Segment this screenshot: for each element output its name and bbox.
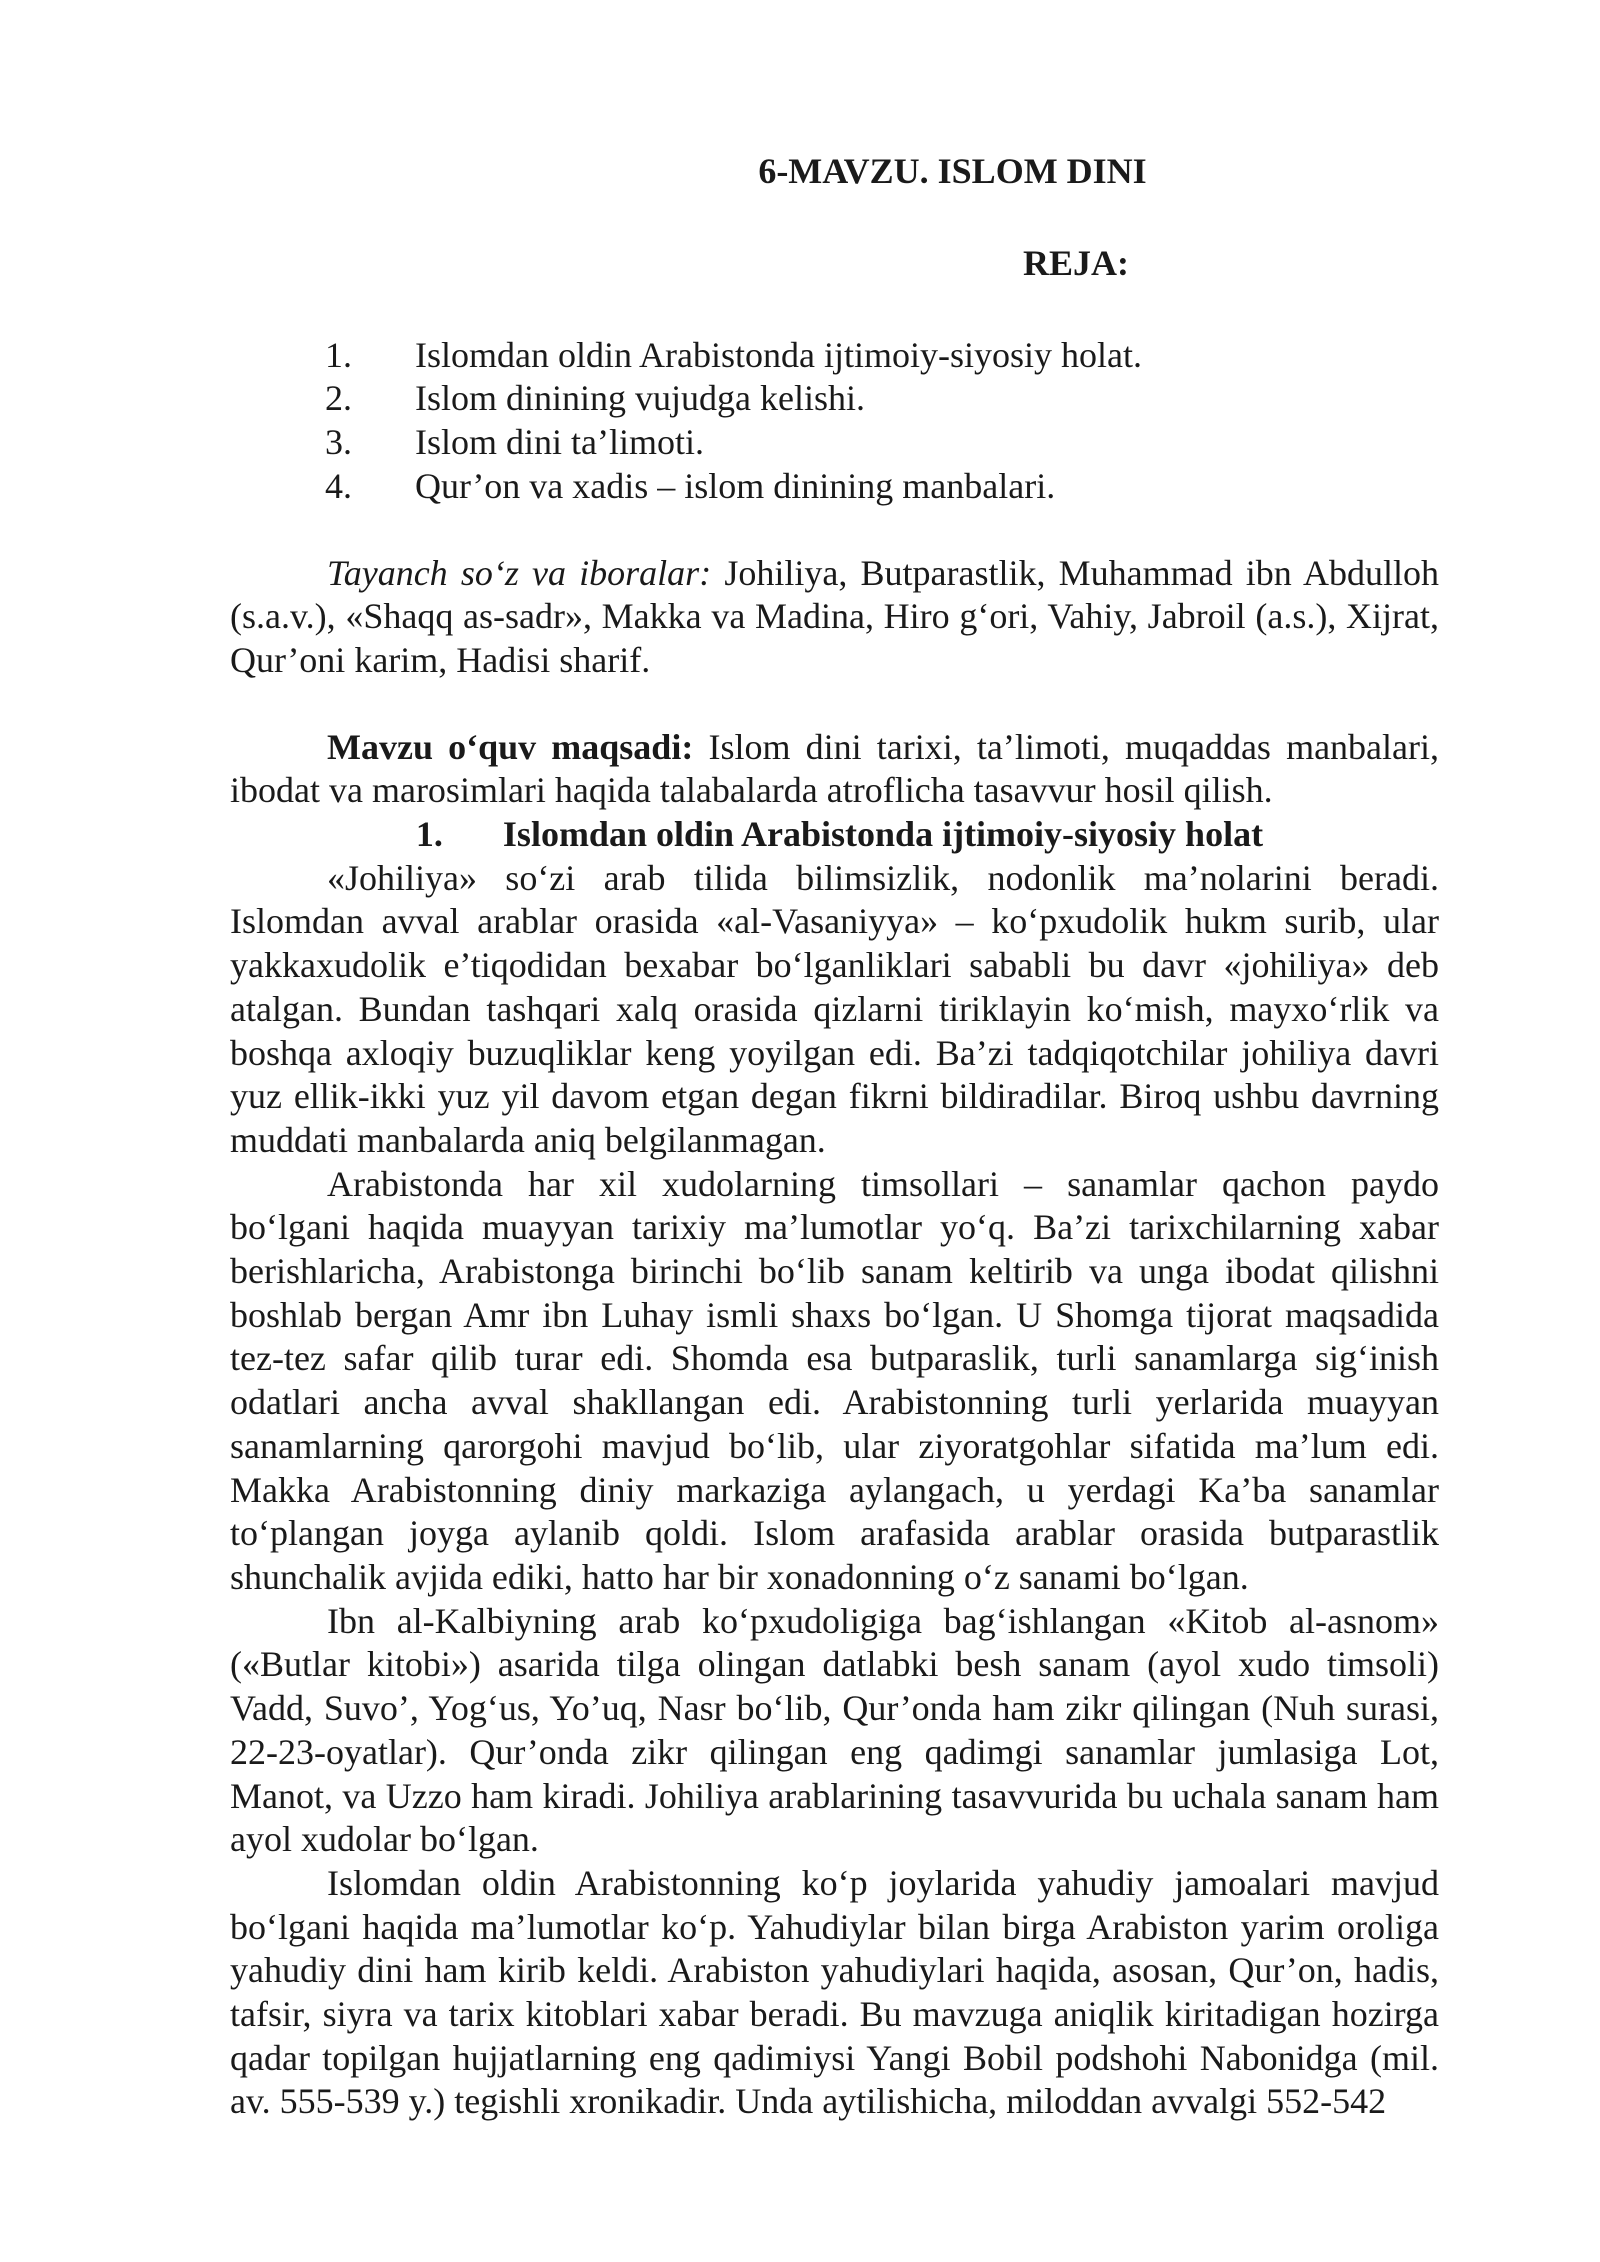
plan-item: [230, 421, 1439, 465]
plan-item-number: 1.: [325, 334, 352, 375]
plan-item: [230, 465, 1439, 509]
goal-text: Islom dini tarixi, ta’limoti, muqaddas manbalari, ibodat va marosimlari haqida talabalarda atroflicha tasavvur hosil qilish.: [230, 726, 1440, 811]
plan-item-number: 4.: [325, 465, 352, 506]
body-paragraph: «Johiliya» so‘zi arab tilida bilimsizlik, nodonlik ma’nolarini beradi. Islomdan avval arablar orasida «al-Vasaniyya» – ko‘pxudolik hukm surib, ular yakkaxudolik e’tiqodidan bexabar bo‘lganliklari sababli bu davr «johiliya» deb atalgan. Bundan tashqari xalq orasida qizlarni tiriklayin ko‘mish, mayxo‘rlik va boshqa axloqiy buzuqliklar keng yoyilgan edi. Ba’zi tadqiqotchilar johiliya davri yuz ellik-ikki yuz yil davom etgan degan fikrni bildiradilar. Biroq ushbu davrning muddati manbalarda aniq belgilanmagan.: [230, 857, 1439, 1160]
plan-item-text: Islom dinining vujudga kelishi.: [415, 378, 865, 419]
plan-item: [230, 377, 1439, 421]
goal-label: Mavzu o‘quv maqsadi:: [327, 726, 694, 767]
body-paragraph: Arabistonda har xil xudolarning timsollari – sanamlar qachon paydo bo‘lgani haqida muayyan tarixiy ma’lumotlar yo‘q. Ba’zi tarixchilarning xabar berishlaricha, Arabistonga birinchi bo‘lib sanam keltirib va unga ibodat qilishni boshlab bergan Amr ibn Luhay ismli shaxs bo‘lgan. U Shomga tijorat maqsadida tez-tez safar qilib turar edi. Shomda esa butparaslik, turli sanamlarga sig‘inish odatlari ancha avval shakllangan edi. Arabistonning turli yerlarida muayyan sanamlarning qarorgohi mavjud bo‘lib, ular ziyoratgohlar sifatida ma’lum edi. Makka Arabistonning diniy markaziga aylangach, u yerdagi Ka’ba sanamlar to‘plangan joyga aylanib qoldi. Islom arafasida arablar orasida butparastlik shunchalik avjida ediki, hatto har bir xonadonning o‘z sanami bo‘lgan.: [230, 1163, 1439, 1597]
body-paragraph: Ibn al-Kalbiyning arab ko‘pxudoligiga bag‘ishlangan «Kitob al-asnom» («Butlar kitobi») asarida tilga olingan datlabki besh sanam (ayol xudo timsoli) Vadd, Suvo’, Yog‘us, Yo’uq, Nasr bo‘lib, Qur’onda ham zikr qilingan (Nuh surasi, 22-23-oyatlar). Qur’onda zikr qilingan eng qadimgi sanamlar jumlasiga Lot, Manot, va Uzzo ham kiradi. Johiliya arablarining tasavvurida bu uchala sanam ham ayol xudolar bo‘lgan.: [230, 1600, 1439, 1860]
page-title: 6-MAVZU. ISLOM DINI: [758, 151, 1147, 191]
plan-list: [230, 334, 1439, 509]
plan-item-text: Islom dini ta’limoti.: [415, 422, 704, 463]
goal-paragraph: [230, 726, 1439, 813]
keywords-paragraph: [230, 552, 1439, 683]
plan-item-number: 3.: [325, 422, 352, 463]
plan-item: [230, 334, 1439, 378]
plan-item-text: Islomdan oldin Arabistonda ijtimoiy-siyosiy holat.: [415, 334, 1142, 375]
plan-heading: REJA:: [1023, 243, 1129, 283]
plan-item-text: Qur’on va xadis – islom dinining manbalari.: [415, 465, 1056, 506]
section-title: Islomdan oldin Arabistonda ijtimoiy-siyosiy holat: [502, 814, 1264, 855]
plan-item-number: 2.: [325, 378, 352, 419]
keywords-label: Tayanch so‘z va iboralar:: [327, 552, 712, 593]
section-heading: [230, 813, 1439, 857]
document-page: [230, 150, 1439, 2124]
section-number: 1.: [415, 814, 443, 855]
keywords-text: Johiliya, Butparastlik, Muhammad ibn Abdulloh (s.a.v.), «Shaqq as-sadr», Makka va Madina, Hiro g‘ori, Vahiy, Jabroil (a.s.), Xijrat, Qur’oni karim, Hadisi sharif.: [230, 552, 1439, 680]
body-paragraph: Islomdan oldin Arabistonning ko‘p joylarida yahudiy jamoalari mavjud bo‘lgani haqida ma’lumotlar ko‘p. Yahudiylar bilan birga Arabiston yarim oroliga yahudiy dini ham kirib keldi. Arabiston yahudiylari haqida, asosan, Qur’on, hadis, tafsir, siyra va tarix kitoblari xabar beradi. Bu mavzuga aniqlik kiritadigan hozirga qadar topilgan hujjatlarning eng qadimiysi Yangi Bobil podshohi Nabonidga (mil. av. 555-539 y.) tegishli xronikadir. Unda aytilishicha, miloddan avvalgi 552-542: [230, 1862, 1439, 2122]
